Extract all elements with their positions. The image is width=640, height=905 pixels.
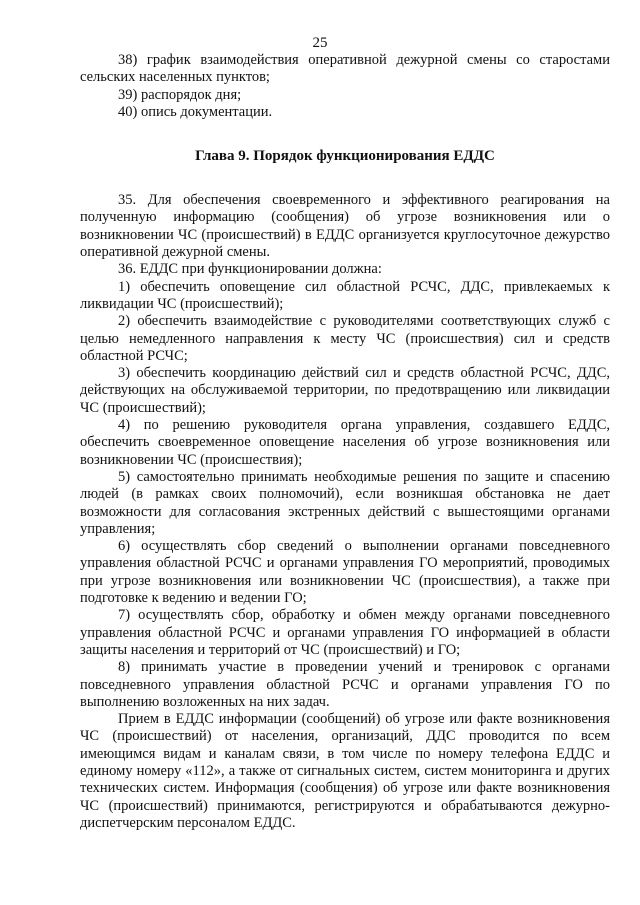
paragraph-35: 35. Для обеспечения своевременного и эффективного реагирования на полученную информацию (сообщения) об угрозе возникновения или о возникновении ЧС (происшествий) в ЕДДС организуется круглосуточное дежурство оперативной дежурной смены. [80,192,610,261]
duty-item-4: 4) по решению руководителя органа управления, создавшего ЕДДС, обеспечить своевременное оповещение населения об угрозе возникновения или возникновении ЧС (происшествия); [80,417,610,468]
reception-paragraph: Прием в ЕДДС информации (сообщений) об угрозе или факте возникновения ЧС (происшествий) от населения, организаций, ДДС проводится по всем имеющимся видам и каналам связи, в том числе по номеру телефона ЕДДС и единому номеру «112», а также от сигнальных систем, систем мониторинга и других технических систем. Информация (сообщения) об угрозе или факте возникновения ЧС (происшествий) принимаются, регистрируются и обрабатываются дежурно-диспетчерским персоналом ЕДДС. [80,711,610,831]
paragraph-36-intro: 36. ЕДДС при функционировании должна: [118,261,382,278]
duty-item-7: 7) осуществлять сбор, обработку и обмен между органами повседневного управления областной РСЧС и органами управления ГО информацией в области защиты населения и территорий от ЧС (происшествий) и ГО; [80,607,610,658]
page-number: 25 [312,35,328,51]
list-item-40: 40) опись документации. [118,103,273,120]
chapter-heading: Глава 9. Порядок функционирования ЕДДС [195,148,495,165]
list-item-39: 39) распорядок дня; [118,86,242,103]
duty-item-8: 8) принимать участие в проведении учений и тренировок с органами повседневного управления областной РСЧС и органами управления ГО по выполнению возложенных на них задач. [80,659,610,710]
duty-item-6: 6) осуществлять сбор сведений о выполнении органами повседневного управления областной РСЧС и органами управления ГО мероприятий, проводимых при угрозе возникновения или возникновении ЧС (происшествия), а также при подготовке к ведению и ведении ГО; [80,538,610,607]
duty-item-2: 2) обеспечить взаимодействие с руководителями соответствующих служб с целью немедленного направления к месту ЧС (происшествия) сил и средств областной РСЧС; [80,313,610,364]
duty-item-5: 5) самостоятельно принимать необходимые решения по защите и спасению людей (в рамках своих полномочий), если возникшая обстановка не дает возможности для согласования экстренных действий с вышестоящими органами управления; [80,468,610,537]
page-content [80,52,610,832]
duty-item-1: 1) обеспечить оповещение сил областной РСЧС, ДДС, привлекаемых к ликвидации ЧС (происшествий); [80,278,610,312]
duty-item-3: 3) обеспечить координацию действий сил и средств областной РСЧС, ДДС, действующих на обслуживаемой территории, по предотвращению или ликвидации ЧС (происшествий); [80,365,610,416]
list-item-38: 38) график взаимодействия оперативной дежурной смены со старостами сельских населенных пунктов; [80,52,610,86]
